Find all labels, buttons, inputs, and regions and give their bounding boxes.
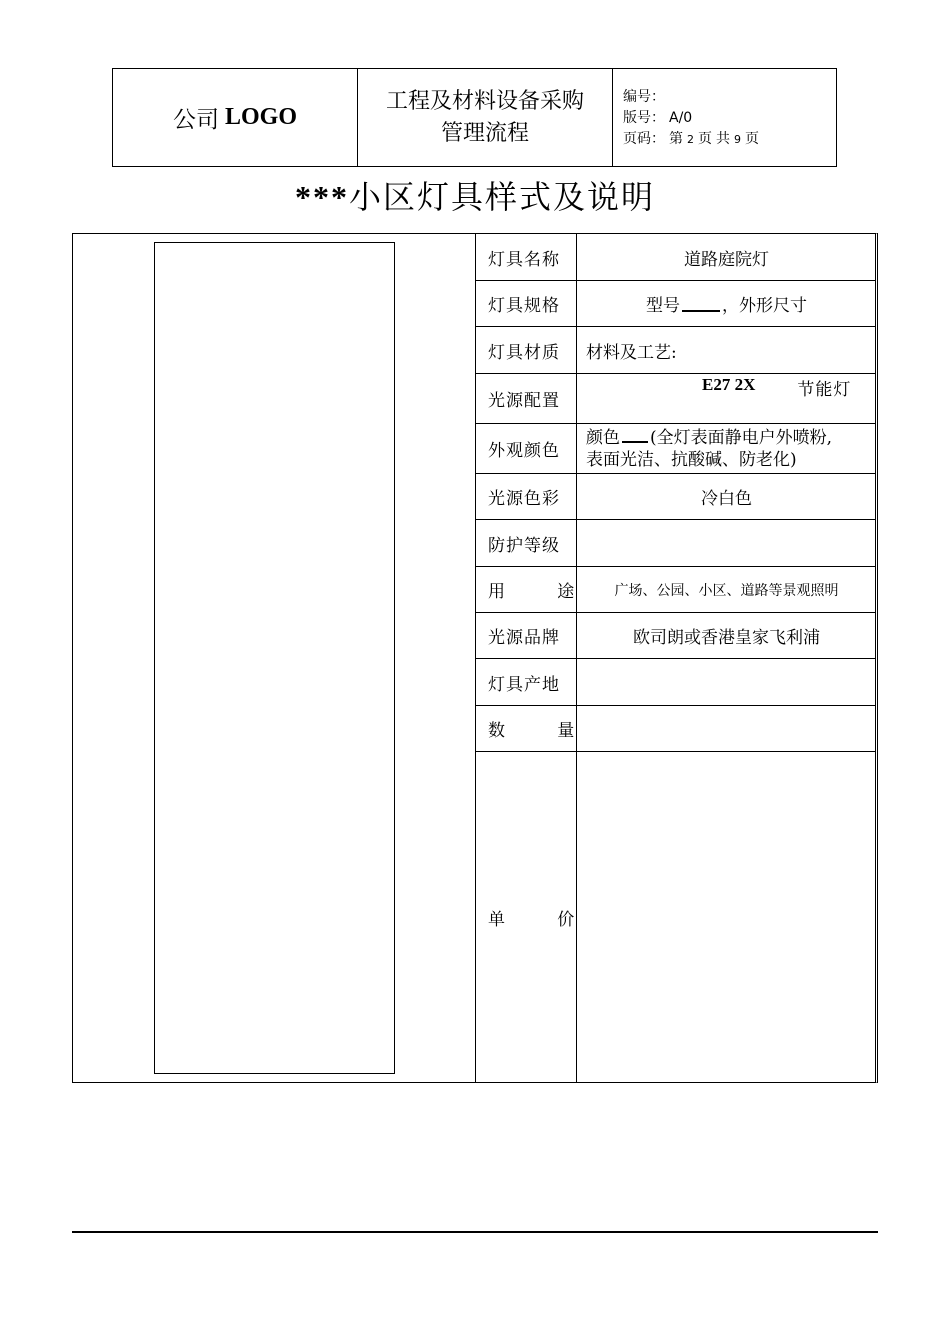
row-label: 光源品牌 <box>488 628 560 648</box>
row-value: 材料及工艺: <box>586 342 677 363</box>
logo-text: LOGO <box>224 104 297 130</box>
row-origin <box>476 659 876 706</box>
row-value: 道路庭院灯 <box>684 249 769 270</box>
row-value <box>577 706 876 751</box>
row-label: 防护等级 <box>488 535 560 556</box>
row-label: 灯具产地 <box>488 674 560 695</box>
row-value <box>577 659 876 705</box>
title-stars: *** <box>294 179 349 215</box>
fixture-image-placeholder <box>154 242 395 1074</box>
source-type: 节能灯 <box>797 380 852 400</box>
color-line1 <box>586 427 832 449</box>
color-desc1: (全灯表面静电户外喷粉, <box>650 427 833 448</box>
row-appearance-color <box>476 424 876 474</box>
row-value <box>577 424 876 473</box>
row-value: 欧司朗或香港皇家飞利浦 <box>633 628 820 648</box>
color-label: 颜色 <box>586 427 620 448</box>
row-value: 广场、公园、小区、道路等景观照明 <box>614 582 839 599</box>
row-label: 用 途 <box>488 582 576 602</box>
row-light-color <box>476 474 876 520</box>
company-logo <box>113 69 358 166</box>
row-quantity <box>476 706 876 752</box>
process-title-line2: 管理流程 <box>440 120 529 146</box>
row-label: 单 价 <box>488 909 576 930</box>
row-value <box>577 281 876 326</box>
page-total: 9 <box>734 133 741 146</box>
row-unit-price <box>476 752 876 1082</box>
fixture-spec-table <box>72 233 878 1083</box>
page-di: 第 <box>669 131 683 147</box>
logo-prefix: 公司 <box>172 107 219 133</box>
spec-size-label: ，外形尺寸 <box>722 296 807 316</box>
version-label: 版号： <box>623 110 665 126</box>
version-value: A/0 <box>669 110 693 126</box>
spec-model-blank <box>682 296 720 312</box>
process-title <box>358 69 613 166</box>
footer-rule <box>72 1231 878 1233</box>
row-value <box>577 520 876 566</box>
row-value <box>577 752 876 1082</box>
row-label: 灯具规格 <box>488 296 560 316</box>
page-title <box>0 172 950 218</box>
row-protection-level <box>476 520 876 567</box>
row-light-source-config <box>476 374 876 424</box>
row-label: 灯具材质 <box>488 342 560 363</box>
row-label: 灯具名称 <box>488 249 560 270</box>
process-title-line1: 工程及材料设备采购 <box>385 88 584 114</box>
row-label: 外观颜色 <box>488 441 560 461</box>
row-light-brand <box>476 613 876 659</box>
code-label: 编号： <box>623 89 665 105</box>
row-value <box>577 374 876 423</box>
version-line <box>623 108 836 129</box>
color-line2: 表面光洁、抗酸碱、防老化) <box>586 449 797 470</box>
row-fixture-spec <box>476 281 876 327</box>
spec-model-label: 型号 <box>646 296 680 316</box>
row-label: 光源色彩 <box>488 489 560 509</box>
row-value: 冷白色 <box>701 489 752 509</box>
source-model: E27 2X <box>702 375 756 394</box>
page-label: 页码： <box>623 131 665 147</box>
page-ye: 页 <box>698 131 712 147</box>
page-line <box>623 129 836 150</box>
row-usage <box>476 567 876 613</box>
document-meta <box>613 69 836 166</box>
document-header <box>112 68 837 167</box>
code-line <box>623 87 836 108</box>
page-number: 2 <box>687 133 694 146</box>
row-fixture-material <box>476 327 876 374</box>
page-gong: 共 <box>716 131 730 147</box>
row-fixture-name <box>476 234 876 281</box>
row-label: 数 量 <box>488 721 576 741</box>
page-ye2: 页 <box>745 131 759 147</box>
row-label: 光源配置 <box>488 391 560 411</box>
title-text: 小区灯具样式及说明 <box>348 178 655 216</box>
color-blank <box>622 427 648 443</box>
